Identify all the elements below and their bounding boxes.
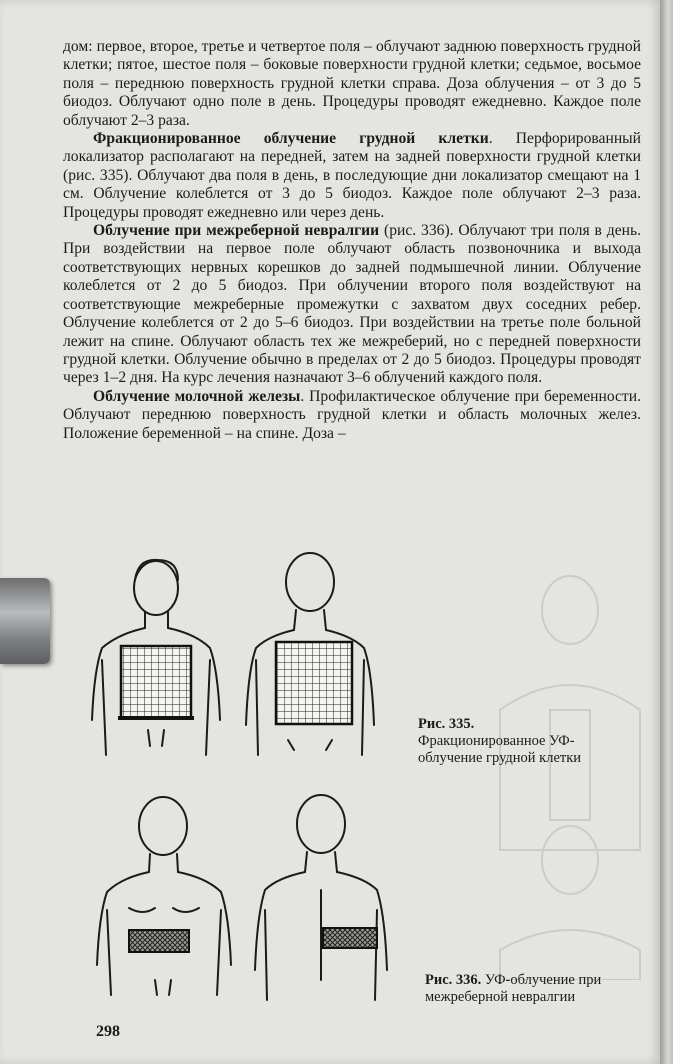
paragraph-4-heading: Облучение молочной железы bbox=[93, 387, 301, 405]
paragraph-4 bbox=[63, 388, 641, 443]
figure-335-caption-line-1: Фракционированное УФ- bbox=[418, 733, 575, 749]
figure-336-label: Рис. 336. bbox=[425, 972, 482, 988]
figure-335-caption bbox=[418, 716, 581, 767]
paragraph-3 bbox=[63, 222, 641, 388]
back-irradiation-band bbox=[323, 928, 377, 948]
binder-clip bbox=[0, 578, 50, 664]
page-edge bbox=[660, 0, 673, 1064]
paragraph-1 bbox=[63, 38, 641, 130]
paragraph-2 bbox=[63, 130, 641, 222]
front-irradiation-band bbox=[129, 930, 189, 952]
show-through-illustration bbox=[480, 560, 650, 980]
back-chest-figure bbox=[255, 795, 387, 1000]
figure-336-illustration bbox=[95, 790, 415, 1005]
figure-336-caption-line-2: межреберной невралгии bbox=[425, 989, 576, 1005]
figure-335-illustration bbox=[88, 550, 398, 760]
figure-336-caption-line-1: УФ-облучение при bbox=[484, 972, 602, 988]
front-chest-figure bbox=[97, 797, 231, 995]
paragraph-4-text: . Профилактическое облучение при беременности. Облучают переднюю поверхность грудной клетки и область молочных желез. Положение беременной – на спине. Доза – bbox=[63, 387, 641, 442]
paragraph-2-text: . Перфорированный локализатор располагают на передней, затем на задней поверхности грудной клетки (рис. 335). Облучают два поля в день, в последующие дни локализатор смещают на 1 см. Облучение колеблется от 3 до 5 биодоз. Каждое поле облучают 2–3 раза. Процедуры проводят ежедневно или через день. bbox=[63, 130, 641, 221]
figure-336-caption bbox=[425, 972, 601, 1006]
body-text bbox=[63, 38, 641, 443]
figure-335-label: Рис. 335. bbox=[418, 716, 475, 732]
front-grid-localizer bbox=[121, 646, 191, 718]
paragraph-3-text: (рис. 336). Облучают три поля в день. При воздействии на первое поле облучают область позвоночника и выхода соответствующих нервных корешков до задней подмышечной линии. Облучение колеблется от 2 до 5 биодоз. При облучении второго поля воздействуют на соответствующие межреберные промежутки с захватом двух соседних ребер. Облучение колеблется от 2 до 5–6 биодоз. При воздействии на третье поле больной лежит на спине. Облучают область тех же межреберий, но с передней поверхности грудной клетки. Облучение обычно в пределах от 2 до 5 биодоз. Процедуры проводят через 1–2 дня. На курс лечения назначают 3–6 облучений каждого поля. bbox=[63, 222, 641, 387]
figure-335-caption-line-2: облучение грудной клетки bbox=[418, 750, 582, 766]
back-grid-localizer bbox=[276, 642, 352, 724]
paragraph-1-text: дом: первое, второе, третье и четвертое поля – облучают заднюю поверхность грудной клетки; пятое, шестое поля – боковые поверхности грудной клетки; седьмое, восьмое поля – переднюю поверхность грудной клетки справа. Доза облучения – от 3 до 5 биодоз. Облучают одно поле в день. Процедуры проводят ежедневно. Каждое поле облучают 2–3 раза. bbox=[63, 38, 641, 129]
paragraph-3-heading: Облучение при межреберной невралгии bbox=[93, 222, 380, 240]
paragraph-2-heading: Фракционированное облучение грудной клетки bbox=[93, 130, 489, 148]
page-number: 298 bbox=[96, 1023, 120, 1040]
